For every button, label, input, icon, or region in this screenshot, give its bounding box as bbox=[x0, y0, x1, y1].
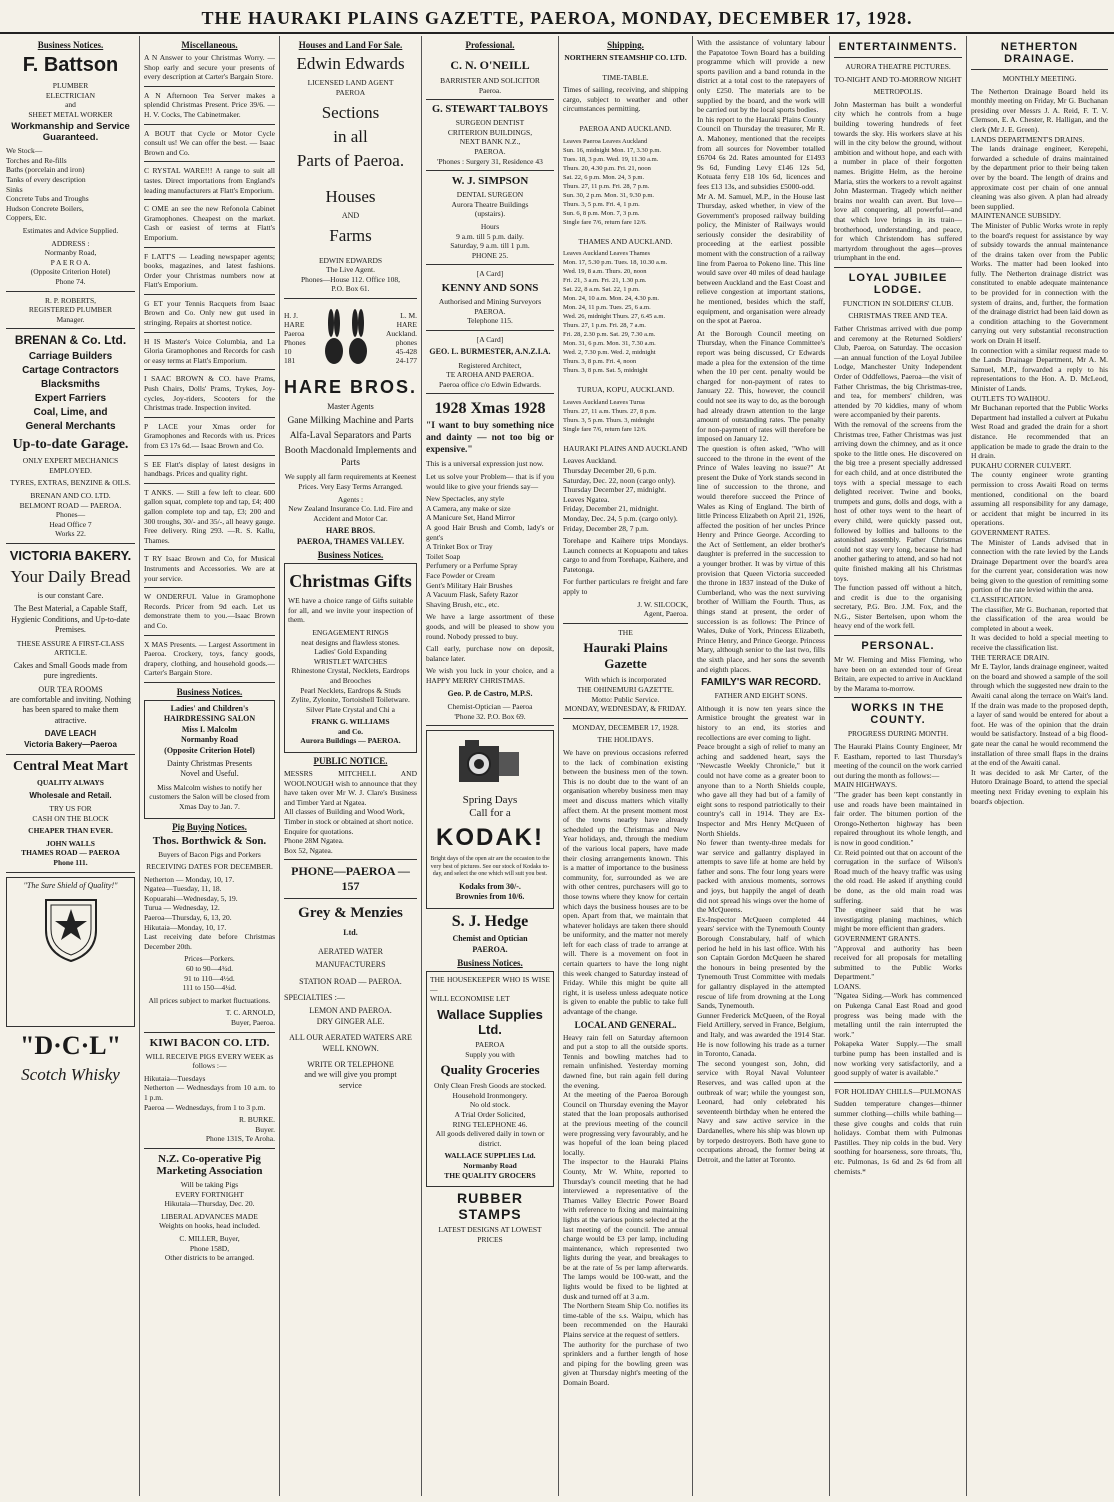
thames-auckland-times: Leaves Auckland Leaves Thames Mon. 17, 5.30 p.m. Tues. 18, 10.30 a.m. Wed. 19, 8 a.m. Thurs. 20, noon Fri. 21, 3 a.m. Fri. 21, 1.30 p.m. Sat. 22, 8 a.m. Sat. 22, 1 p.m. Mon. 24, 10 a.m. Mon. 24, 4.30 p.m. Mon. 24, 11 p.m. Tues. 25, 6 a.m. Wed. 26, midnight Thurs. 27, 6.45 a.m. Thurs. 27, 1 p.m. Fri. 28, 7 a.m. Fri. 28, 2.30 p.m. Sat. 29, 7.30 a.m. Mon. 31, 6 p.m. Mon. 31, 7.30 a.m. Wed. 2, 7.30 p.m. Wed. 2, midnight Thurs. 3, 8 p.m. Fri. 4, noon Thurs. 3, 8 p.m. Sat. 5, midnight bbox=[563, 250, 668, 375]
salon-presents: Dainty Christmas Presents Novel and Useful. bbox=[167, 758, 252, 779]
card-label: [A Card] bbox=[476, 269, 504, 279]
wish-text: We wish you luck in your choice, and a HAPPY MERRY CHRISTMAS. bbox=[426, 666, 554, 685]
battson-tagline: Workmanship and Service Guaranteed. bbox=[11, 121, 130, 143]
edwards-sub: LICENSED LAND AGENT PAEROA bbox=[307, 78, 394, 97]
sections-text: Sections in all Parts of Paeroa. bbox=[296, 103, 405, 171]
divider bbox=[426, 330, 554, 331]
oneill-name: C. N. O'NEILL bbox=[450, 58, 530, 72]
liberal-advances: LIBERAL ADVANCES MADE Weights on hooks, head included. bbox=[158, 1211, 261, 1231]
xmas-heading: 1928 Xmas 1928 bbox=[434, 400, 546, 418]
try-us: TRY US FOR CASH ON THE BLOCK bbox=[32, 804, 109, 823]
garage-heading: Up-to-date Garage. bbox=[12, 437, 129, 453]
divider bbox=[834, 57, 962, 58]
mitchell-notice: MESSRS MITCHELL AND WOOLNOUGH wish to announce that they have taken over Mr W. J. Clare's Business and Timber Yard at Ngatea. All classes of Building and Wood Work, Timber in stock or obtained at short notice. Enquire for quotations. Phone 28M Ngatea. Box 52, Ngatea. bbox=[284, 769, 417, 855]
wallace-advert bbox=[426, 971, 554, 1187]
wallace-sub: PAEROA Supply you with bbox=[465, 1040, 515, 1059]
divider bbox=[834, 635, 962, 636]
nz-coop-sub: Will be taking Pigs EVERY FORTNIGHT Hikutaia—Thursday, Dec. 20. bbox=[164, 1179, 255, 1209]
spring-days: Spring Days Call for a bbox=[462, 794, 518, 820]
divider bbox=[284, 859, 417, 860]
burmester-name: GEO. L. BURMESTER, A.N.Z.I.A. bbox=[429, 347, 551, 357]
miller-signature: C. MILLER, Buyer, Phone 158D, Other districts to be arranged. bbox=[164, 1233, 255, 1263]
turua-times: Leaves Auckland Leaves Turua Thurs. 27, 11 a.m. Thurs. 27, 8 p.m. Thurs. 3, 5 p.m. Thurs. 3, midnight Single fare 7/6, return fare 12/6. bbox=[563, 398, 657, 433]
aurora-heading: AURORA THEATRE PICTURES. bbox=[845, 62, 951, 71]
paeroa-auckland-heading: PAEROA AND AUCKLAND. bbox=[579, 123, 672, 133]
local-general-body: Heavy rain fell on Saturday afternoon and put a stop to all the outside sports. Tennis and bowling matches had to remain unfinished. Yesterday morning dawned fine, but rain again fell during the evening. At the meeting of the Paeroa Borough Council on Thursday evening the Mayor stated that the loan proposals authorised at the previous meeting of the council were progressing very favourably, and he was hopeful of the loan being placed locally. The inspector to the Hauraki Plains County, Mr W. White, reported to Thursday's council meeting that he had interviewed a representative of the Thames Valley Electric Power Board with reference to fixing and maintaining lights at the various points selected at the last meeting of the council. The annual charge would be £3 per lamp, including maintenance, which represented two lights during the year, and breakages to be at the rate of 5s per lamp afterwards. The lamps would be 100-watt, and the lights would be fixed to be lighted at dusk and turned off at 3 a.m. The Northern Steam Ship Co. notifies its time-table of the s.s. Waipu, which has been recommended on the Hauraki Plains service at the request of settlers. The authority for the purchase of two sprinklers and a further length of hose and piping for the bowling green was given at Thursday night's meeting of the Domain Board. bbox=[563, 1032, 688, 1387]
salon-name: Ladies' and Children's HAIRDRESSING SALON Miss I. Malcolm Normanby Road (Opposite Criterion Hotel) bbox=[163, 703, 256, 755]
news-top: With the assistance of voluntary labour the Papatotoe Town Board has a building programme which will provide a new sports pavilion and a band rotunda in the district at a total cost to the ratepayers of only £250. The materials are to be supplied by the board, and the work will be carried out by the local sports bodies. In his report to the Hauraki Plains County Council on Thursday the treasurer, Mr R. A. Mahoney, mentioned that the receipts from all sources for November totalled £6704 6s 2d. Rates amounted for £1493 9s 6d, Funding Levy £146 12s 5d, Kotuata ferry £18 10s 6d, licences and fees £13 13s, and subsidies £5000-odd. Mr A. M. Samuel, M.P., in the House last Thursday, asked whether, in view of the Government's proposed railway building policy, the Minister of Railways would seriously consider the desirability of proceeding at the earliest possible moment with the construction of a railway line from Paeroa to Pokeno line. This line would save over 40 miles of dead haulage between Auckland and the East Coast and relieve congestion at important stations, he mentioned, besides which the staff, equipment, and organisation were already on the spot at Paeroa. bbox=[697, 38, 825, 326]
tea-rooms: OUR TEA ROOMS are comfortable and inviting. Nothing has been spared to make them attractive. bbox=[9, 684, 132, 725]
gane-text: Gane Milking Machine and Parts bbox=[287, 416, 414, 427]
thames-auckland-heading: THAMES AND AUCKLAND. bbox=[578, 236, 673, 246]
wallace-details: Only Clean Fresh Goods are stocked. Household Ironmongery. No old stock. A Trial Order Solicited, RING TELEPHONE 46. All goods delivered daily in town or district. bbox=[433, 1081, 547, 1148]
brenan-trades: Carriage Builders Cartage Contractors Blacksmiths Expert Farriers Coal, Lime, and General Merchants bbox=[22, 351, 119, 433]
phone-157: PHONE—PAEROA —157 bbox=[291, 864, 410, 894]
hare-footer: HARE BROS. PAEROA, THAMES VALLEY. bbox=[296, 526, 405, 546]
and-text: AND bbox=[341, 211, 360, 221]
houses-text: Houses bbox=[325, 187, 376, 207]
misc-ad: H IS Master's Voice Columbia, and La Gloria Gramophones and Records for cash or easy terms at Flatt's Emporium. bbox=[144, 336, 275, 365]
progress-heading: PROGRESS DURING MONTH. bbox=[847, 729, 949, 739]
battson-address: ADDRESS : Normanby Road, P A E R O A. (Opposite Criterion Hotel) Phone 74. bbox=[30, 238, 111, 286]
dcl-logo: "D·C·L" bbox=[19, 1030, 122, 1060]
divider bbox=[834, 697, 962, 698]
simpson-sub: DENTAL SURGEON Aurora Theatre Buildings (upstairs). bbox=[451, 190, 529, 219]
bakery-name: VICTORIA BAKERY. bbox=[9, 548, 132, 564]
hauraki-auckland-heading: HAURAKI PLAINS AND AUCKLAND bbox=[563, 443, 688, 453]
card-label: [A Card] bbox=[476, 334, 504, 344]
borthwick-name: Thos. Borthwick & Son. bbox=[152, 834, 267, 847]
farms-text: Farms bbox=[329, 225, 372, 245]
cakes-text: Cakes and Small Goods made from pure ingredients. bbox=[13, 660, 128, 681]
paeroa-auckland-times: Leaves Paeroa Leaves Auckland Sun. 16, midnight Mon. 17, 3.30 p.m. Tues. 18, 3 p.m. Wed. 19, 11.30 a.m. Thurs. 20, 4.30 p.m. Fri. 21, noon Sat. 22, 6 p.m. Mon. 24, 3 p.m. Thurs. 27, 11 p.m. Fri. 28, 7 p.m. Sun. 30, 2 p.m. Mon. 31, 9.30 p.m. Thurs. 3, 5 p.m. Fri. 4, 1 p.m. Sun. 6, 8 p.m. Mon. 7, 3 p.m. Single fare 7/6, return fare 12/6. bbox=[563, 137, 662, 226]
gifts-list: ENGAGEMENT RINGS neat designs and flawless stones. Ladies' Gold Expanding WRISTLET WATCHES Rhinestone Crystal, Necklets, Eardrops and Brooches Pearl Necklets, Eardrops & Studs Zylite, Zylonite, Tortoishell Toiletware. Silver Plate Crystal and Chi a bbox=[291, 627, 410, 714]
christmas-gifts-advert bbox=[284, 563, 417, 753]
nz-coop: N.Z. Co-operative Pig Marketing Association bbox=[156, 1152, 263, 1177]
tree-heading: CHRISTMAS TREE AND TEA. bbox=[848, 311, 948, 321]
tyres-text: TYRES, EXTRAS, BENZINE & OILS. bbox=[10, 478, 131, 488]
grey-ltd: Ltd. bbox=[343, 928, 358, 938]
all-aerated: ALL OUR AERATED WATERS ARE WELL KNOWN. bbox=[289, 1033, 412, 1053]
holiday-chills-heading: FOR HOLIDAY CHILLS—PULMONAS bbox=[834, 1086, 962, 1096]
divider bbox=[426, 264, 554, 265]
divider bbox=[144, 417, 275, 418]
hedge-name: S. J. Hedge bbox=[451, 913, 529, 931]
hauraki-auckland-note: Torehape and Kaihere trips Mondays. Launch connects at Kopuapotu and takes cargo to and from Torehape, Kaihere, and Patetonga. bbox=[563, 536, 688, 574]
metropolis-body: John Masterman has built a wonderful city which he controls from a huge building towering hundreds of feet towards the sky. His workers slave at his will in the city below the ground, without ambition and without hope, and each with a number in place of their forgotten names. Brigitte Helm, as the heroine Maria, stirs the workers to a revolt against John Masterman. Tragedy which neither brains nor wealth can avert. But love—love all conquering, all powerful—and that which love brings in its train—brotherhood, understanding, and peace, for which Christendom has suffered martyrdom throughout the ages—proves triumphant in the end. bbox=[834, 99, 962, 263]
entertainments-heading: ENTERTAINMENTS. bbox=[838, 41, 958, 53]
divider bbox=[144, 86, 275, 87]
column-news bbox=[693, 36, 830, 1496]
metropolis-heading: METROPOLIS. bbox=[873, 87, 923, 97]
leach-signature: DAVE LEACH Victoria Bakery—Paeroa bbox=[24, 729, 117, 749]
supply-text: We supply all farm requirements at Keenest Prices. Very Easy Terms Arranged. bbox=[284, 472, 417, 491]
specialties: SPECIALTIES :— bbox=[284, 993, 345, 1003]
kodak-fine: Bright days of the open air are the occasion to the very best of pictures. See our stock of Kodaks to-day, and select the one which will suit you best. bbox=[430, 856, 550, 878]
family-sub: FATHER AND EIGHT SONS. bbox=[714, 691, 808, 701]
wholesale-text: Wholesale and Retail. bbox=[29, 790, 112, 800]
simpson-name: W. J. SIMPSON bbox=[451, 175, 529, 188]
hauraki-auckland-times: Leaves Auckland. Thursday December 20, 6 p.m. Saturday, Dec. 22, noon (cargo only). Thursday December 27, midnight. Leaves Ngatea. Friday, December 21, midnight. Monday, Dec. 24, 5 p.m. (cargo only). Friday, December 28, 7 p.m. bbox=[563, 456, 678, 533]
misc-ad: A N Answer to your Christmas Worry. — Shop early and secure your presents of every description at Carter's Bargain Store. bbox=[144, 53, 275, 82]
divider bbox=[834, 1082, 962, 1083]
brenan-name: BRENAN & Co. Ltd. bbox=[14, 333, 127, 348]
aerated-water: AERATED WATER bbox=[318, 946, 383, 956]
gazette-name: Hauraki Plains Gazette bbox=[583, 640, 668, 672]
misc-ad: C RYSTAL WARE!!! A range to suit all tastes. Direct importations from England's leading manufacturers at Flatt's Emporium. bbox=[144, 166, 275, 195]
agents-text: Agents : New Zealand Insurance Co. Ltd. Fire and Accident and Motor Car. bbox=[288, 494, 413, 523]
misc-ad: S EE Flatt's display of latest designs in handbags. Prices and quality right. bbox=[144, 459, 275, 479]
pig-dates: Netherton — Monday, 10, 17. Ngatea—Tuesday, 11, 18. Kopuarahi—Wednesday, 5, 19. Turua — Wednesday, 12. Paeroa—Thursday, 6, 13, 20. Hikutaia—Monday, 10, 17. Last receiving date before Christmas December 20th. bbox=[144, 874, 275, 951]
divider bbox=[426, 99, 554, 100]
bread-best: The Best Material, a Capable Staff, Hygienic Conditions, and Up-to-date Premises. bbox=[11, 604, 130, 635]
divider bbox=[6, 291, 135, 292]
netherton-body: The Netherton Drainage Board held its monthly meeting on Friday, Mr G. Buchanan presiding over Messrs J. A. Reid, F. T. V. Clemson, E. A. Chester, R. Halligan, and the clerk (Mr J. E. Green). LANDS DEPARTMENT'S DRAINS. The lands drainage engineer, Kerepehi, forwarded a schedule of drains maintained by the department prior to their being taken over by the board. The length of drains and approximate cost per chain of one annual cleaning was also given. A plan had already been supplied. MAINTENANCE SUBSIDY. The Minister of Public Works wrote in reply to the board's request for assistance by way of subsidy towards the annual maintenance of the drains taken over from the Public Works. The matter had been looked into fully. The Netherton drainage district was constituted to enable adequate maintenance to be provided for in connection with the system of drains, and, further, the formation of the drainage district had been laid down as a condition attaching to the Government carrying out very substantial reconstruction work on Drain H itself. In connection with a similar request made to the Lands Drainage Department, Mr A. M. Samuel, M.P., forwarded a reply to his representations to the Hon. A. D. McLeod, Minister of Lands. OUTLETS TO WAIHOU. Mr Buchanan reported that the Public Works Department had installed a culvert at Pukahu West Road and graded the drain for a short distance. He recommended that an application be made to grade the drain to the H drain. PUKAHU CORNER CULVERT. The county engineer wrote granting permission to cross Awaiti Road on terms mentioned, conditional on the board assuming all responsibility for any damage, or accident that might be incurred in its operations. GOVERNMENT RATES. The Minister of Lands advised that in connection with the rate levied by the Lands Drainage Department over the board's area for the current year, consideration was now being given to the question of remitting some portion of the rate levied within the area. CLASSIFICATION. The classifier, Mr G. Buchanan, reported that the classification of the area would be completed in about a week. It was decided to hold a special meeting to receive the classification list. THE TERRACE DRAIN. Mr E. Taylor, lands drainage engineer, waited on the board and showed a sample of the soil through which the suggested new drain to the Awaiti canal along the terrace on Wait's land. If the drain was made to the proposed depth, a layer of sand would be entered for about a foot. He was of the opinion that the drain would be satisfactory. Instead of a big flood-gate near the canal he would recommend the installation of three small flaps in the drains at the end of the Awaiti canal. It was decided to ask Mr Carter, of the Hutoro Drainage Board, to attend the special meeting next Friday evening to explain his board's objection. bbox=[971, 86, 1108, 806]
hare-right: L. M. HARE Auckland. phones 45-428 24-177 bbox=[385, 310, 417, 365]
divider bbox=[834, 267, 962, 268]
holidays-body: We have on previous occasions referred to the lack of combination existing between the business men of the town. This is no doubt due to the want of an organisation whereby business men may meet and discuss matters which vitally affect them. At the present moment most of the towns nearby have already scheduled up the Christmas and New Year holidays, and, through the medium of the various local papers, have made their closing arrangements known. This is a matter of importance to the business community, for, surrounded as we are with other centres, purchasers will go to those towns where they know for certain which days the business houses are to be open. Apart from that, we maintain that whatever holidays are taken there should be uniformity, and the matter not merely left for each class of trade to arrange at will. There is a movement on foot in certain quarters to have the long night this week changed to Saturday instead of Friday. While this might be quite all right, it is useless unless adequate notice is given to enable the public to take full advantage of the change. bbox=[563, 748, 688, 1017]
public-notice-heading: PUBLIC NOTICE. bbox=[313, 756, 388, 767]
dcl-advert bbox=[6, 877, 135, 1027]
misc-ad: P LACE your Xmas order for Gramophones and Records with us. Prices from £3 17s 6d.— Isaac Brown and Co. bbox=[144, 421, 275, 450]
booth-text: Booth Macdonald Implements and Parts bbox=[284, 446, 417, 469]
talboys-sub: SURGEON DENTIST CRITERION BUILDINGS, NEXT BANK N.Z., PAEROA. 'Phones : Surgery 31, Residence 43 bbox=[437, 118, 543, 166]
divider bbox=[284, 898, 417, 899]
divider bbox=[144, 247, 275, 248]
works-heading: WORKS IN THE COUNTY. bbox=[851, 702, 945, 727]
misc-ad: T RY Isaac Brown and Co, for Musical Instruments and Accessories. We are at your service. bbox=[144, 554, 275, 583]
salon-note: Miss Malcolm wishes to notify her customers the Salon will be closed from Xmas Day to Jan. 7. bbox=[149, 782, 270, 811]
divider bbox=[144, 199, 275, 200]
alfa-text: Alfa-Laval Separators and Parts bbox=[289, 431, 412, 442]
family-body: Although it is now ten years since the Armistice brought the greatest war in history to an end, its stories and recollections are ever coming to light. Peace brought a sigh of relief to many an aching and saddened heart, says the "Newcastle Weekly Chronicle," but it could not have come as a greater boon to anyone than to a North Shields couple, who gave all they had but of a family of eight sons to respond patriotically to their country's call in 1914. They are Ex-Inspector and Mrs Henry McQueen of North Shields. No fewer than twenty-three medals for war service and gallantry displayed in attempts to save life at home are held by father and sons. The four long years were packed with anxious moments, sorrows and joys, but happily the angel of death did not spread his wings over the home of the McQueens. Ex-Inspector McQueen completed 44 years' service with the Tynemouth County Borough Constabulary, half of which period he held in his last office. With his son Captain Gordon McQueen he shared the honours in being presented by the Tynemouth Trust Committee with medals for gallantry displayed in the attempted rescue of life from drowning at the Long Sands, Tynemouth. Gunner Frederick McQueen, of the Royal Field Artillery, served in France, Belgium, and Italy, and was awarded the 1914 Star. He is now following his trade as a turner in Toronto, Canada. The second youngest son, John, did service with Royal Naval Volunteer Reserves, and was called upon at the outbreak of war; while the youngest son, Leonard, had only celebrated his seventeenth birthday when he entered the Navy and saw active service in the Dardanelles, where his ship was blown up by torpedo destroyers. Both have gone to occupations abroad, the former being at Detroit, and the latter at Toronto. bbox=[697, 703, 825, 1164]
divider bbox=[6, 872, 135, 873]
divider bbox=[144, 483, 275, 484]
function-heading: FUNCTION IN SOLDIERS' CLUB. bbox=[842, 298, 954, 308]
edwards-footer: EDWIN EDWARDS The Live Agent. Phones—House 112. Office 108, P.O. Box 61. bbox=[301, 255, 400, 294]
section-heading: Shipping. bbox=[607, 40, 644, 50]
pig-buying-heading: Pig Buying Notices. bbox=[172, 821, 247, 832]
gift-list: New Spectacles, any style A Camera, any make or size A Manicure Set, Hand Mirror A good Hair Brush and Comb, lady's or gent's A Trinket Box or Tray Toilet Soap Perfumery or a Perfume Spray Face Powder or Cream Gent's Military Hair Brushes A Vacuum Flask, Safety Razor Shaving Brush, etc., etc. bbox=[426, 494, 554, 609]
talboys-name: G. STEWART TALBOYS bbox=[431, 104, 549, 116]
bread-sub: is our constant Care. bbox=[37, 591, 104, 601]
section-heading: Professional. bbox=[465, 40, 515, 50]
latest-designs: LATEST DESIGNS AT LOWEST PRICES bbox=[438, 1225, 542, 1244]
tonight-heading: TO-NIGHT AND TO-MORROW NIGHT bbox=[834, 74, 962, 84]
want-quote: "I want to buy something nice and dainty — not too big or expensive." bbox=[426, 421, 554, 456]
business-notices-heading: Business Notices. bbox=[317, 550, 384, 561]
simpson-hours: Hours 9 a.m. till 5 p.m. daily. Saturday, 9 a.m. till 1 p.m. PHONE 25. bbox=[450, 221, 530, 260]
oneill-sub: BARRISTER AND SOLICITOR Paeroa. bbox=[440, 76, 540, 95]
northern-steamship: NORTHERN STEAMSHIP CO. LTD. bbox=[564, 53, 687, 62]
kenny-sub: Authorised and Mining Surveyors PAEROA. Telephone 115. bbox=[438, 296, 542, 326]
divider bbox=[144, 587, 275, 588]
gifts-body: WE have a choice range of Gifts suitable for all, and we invite your inspection of them. bbox=[288, 596, 413, 625]
misc-ad: T ANKS. — Still a few left to clear. 600 gallon squat, complete top and tap, £4; 400 gallon complete top and tap, £3; 200 and 300 troughs, 30/- and 35/-, all heavy gauge. Free delivery. Ring 293. —R. S. Kallu, Thames. bbox=[144, 487, 275, 545]
divider bbox=[563, 718, 688, 719]
misc-list bbox=[144, 53, 275, 683]
column-miscellaneous bbox=[140, 36, 280, 1496]
station-road: STATION ROAD — PAEROA. bbox=[299, 976, 402, 986]
kiwi-dates: Hikutaia—Tuesdays Netherton — Wednesdays from 10 a.m. to 1 p.m. Paeroa — Wednesdays, from 1 to 3 p.m. bbox=[144, 1073, 275, 1112]
section-heading: Miscellaneous. bbox=[181, 40, 238, 50]
gazette-sub: With which is incorporated THE OHINEMURI GAZETTE. Motto: Public Service. MONDAY, WEDNESDAY, & FRIDAY. bbox=[564, 675, 687, 714]
unusual-text: This is a universal expression just now. bbox=[426, 459, 544, 469]
divider bbox=[426, 393, 554, 394]
cheaper-text: CHEAPER THAN EVER. bbox=[28, 826, 113, 836]
quality-always: QUALITY ALWAYS bbox=[37, 778, 104, 788]
divider bbox=[144, 1032, 275, 1033]
section-heading: Houses and Land For Sale. bbox=[298, 40, 403, 50]
daily-bread: Your Daily Bread bbox=[10, 567, 131, 587]
misc-ad: I SAAC BROWN & CO. have Prams, Push Chairs, Dolls' Prams, Trykes, Joy-cycles, Joy-riders, Scooters for the Christmas trade. Inspection invited. bbox=[144, 374, 275, 413]
leader-date: MONDAY, DECEMBER 17, 1928. bbox=[572, 722, 679, 732]
misc-ad: G ET your Tennis Racquets from Isaac Brown and Co. Only new gut used in stringing. Repairs at shortest notice. bbox=[144, 298, 275, 328]
kodak-logo: KODAK! bbox=[436, 824, 544, 852]
pig-prices: Prices—Porkers. 60 to 90—4¾d. 91 to 110—4½d. 111 to 150—4¼d. bbox=[182, 954, 237, 993]
wallace-name: Wallace Supplies Ltd. bbox=[437, 1007, 543, 1038]
battson-stock: We Stock— Torches and Re-fills Baths (porcelain and iron) Tanks of every description Sinks Concrete Tubs and Troughs Hudson Concrete Boilers, Coppers, Etc. bbox=[6, 146, 89, 223]
master-agents: Master Agents bbox=[327, 401, 374, 411]
castro-name: Geo. P. de Castro, M.P.S. bbox=[447, 688, 533, 698]
bread-assure: THESE ASSURE A FIRST-CLASS ARTICLE. bbox=[16, 638, 125, 658]
divider bbox=[6, 543, 135, 544]
monthly-meeting-heading: MONTHLY MEETING. bbox=[1002, 74, 1077, 83]
divider bbox=[144, 332, 275, 333]
divider bbox=[144, 455, 275, 456]
divider bbox=[144, 635, 275, 636]
the-label: THE bbox=[618, 627, 633, 637]
lemon-ginger: LEMON AND PAEROA. DRY GINGER ALE. bbox=[309, 1006, 392, 1026]
wallace-footer: WALLACE SUPPLIES Ltd. Normanby Road THE QUALITY GROCERS bbox=[444, 1151, 536, 1180]
burke-signature: R. BURKE. Buyer. Phone 131S, Te Aroha. bbox=[205, 1115, 275, 1144]
kenny-name: KENNY AND SONS bbox=[441, 281, 539, 294]
business-notices-heading: Business Notices. bbox=[457, 958, 523, 969]
call-early: Call early, purchase now on deposit, balance later. bbox=[426, 644, 554, 663]
mechanics-text: ONLY EXPERT MECHANICS EMPLOYED. bbox=[22, 456, 119, 475]
column-business-notices bbox=[2, 36, 140, 1496]
pig-note: All prices subject to market fluctuations. bbox=[148, 995, 271, 1005]
column-professional bbox=[422, 36, 559, 1496]
arnold-signature: T. C. ARNOLD, Buyer, Paeroa. bbox=[225, 1008, 275, 1027]
kiwi-bacon: KIWI BACON CO. LTD. bbox=[149, 1036, 270, 1049]
divider bbox=[144, 294, 275, 295]
battson-trades: PLUMBER ELECTRICIAN and SHEET METAL WORKER bbox=[28, 81, 113, 119]
walls-address: JOHN WALLS THAMES ROAD — PAEROA Phone 111. bbox=[21, 838, 120, 868]
salon-advert bbox=[144, 700, 275, 819]
housekeeper-text: THE HOUSEKEEPER WHO IS WISE— WILL ECONOMISE LET bbox=[430, 975, 550, 1004]
turua-heading: TURUA, KOPU, AUCKLAND. bbox=[576, 385, 675, 395]
hare-header bbox=[284, 303, 417, 373]
divider bbox=[971, 69, 1108, 70]
misc-ad: A N Afternoon Tea Server makes a splendid Christmas Present. Price 39/6. — H. V. Cocks, The Cabinetmaker. bbox=[144, 90, 275, 119]
netherton-heading: NETHERTON DRAINAGE. bbox=[1000, 41, 1079, 65]
news-council: At the Borough Council meeting on Thursday, when the Finance Committee's report was being discussed, Cr Edwards made a plea for the extension of the time when the 10 per cent. penalty would be charged for non-payment of rates to January 22. This, however, the council could not see its way to do, as the borough had already drawn attention to the large amount of outstanding rates. The penalty for non-payment of rates will therefore be imposed on January 12. The question is often asked, "Who will succeed to the throne in the event of the Prince of Wales leaving no issue?" At present the Duke of York stands second in line of succession to the throne, and would therefore succeed the Prince of Wales as King of England. The birth of little Princess Elizabeth on April 21, 1926, affected the position of her uncles Prince Henry and Prince George. According to the Act of Settlement, an elder brother's daughter is preferred in the succession to a younger brother. It was by virtue of this provision that Queen Victoria succeeded the throne in 1837 instead of the Duke of Cumberland, who was the next surviving brother of William the Fourth. Thus, as things stand at present, the order of succession is as follows: The Prince of Wales, Duke of York, Princess Elizabeth, Prince Henry, and Prince George. Princess Mary, although senior to the last two, fills the sixth place, and her sons the seventh and eighth places. bbox=[697, 328, 825, 674]
section-heading: Business Notices. bbox=[37, 40, 104, 50]
divider bbox=[426, 725, 554, 726]
personal-body: Mr W. Fleming and Miss Fleming, who have been on an extended tour of Great Britain, are expected to arrive in Auckland by the Marama to-morrow. bbox=[834, 655, 962, 693]
divider bbox=[144, 1148, 275, 1149]
rubber-stamps: RUBBER STAMPS bbox=[457, 1190, 523, 1223]
misc-ad: F LATT'S — Leading newspaper agents; books, magazines, and latest fashions. Order your Christmas numbers now at Flatt's Emporium. bbox=[144, 251, 275, 290]
column-houses-land bbox=[280, 36, 422, 1496]
divider bbox=[144, 124, 275, 125]
business-notices-heading: Business Notices. bbox=[176, 686, 243, 697]
column-entertainments bbox=[830, 36, 967, 1496]
holiday-chills-body: Sudden temperature changes—thinner summer clothing—chills while bathing—these give coughs and colds that ruin holidays. Combat them with Pulmonas Pastilles. They nip colds in the bud. Very soothing for hoarseness, sore throats, 'flu, etc. Pulmonas, 1s 6d and 2s 6d from all chemists.* bbox=[834, 1099, 962, 1176]
roberts-plumber: R. P. ROBERTS, REGISTERED PLUMBER Manager. bbox=[28, 295, 113, 324]
scotch-whisky: Scotch Whisky bbox=[21, 1064, 120, 1084]
solve-text: Let us solve your Problem— that is if you would like to give your friends say— bbox=[426, 472, 554, 491]
hare-rabbit-icon bbox=[316, 303, 376, 373]
works-body: The Hauraki Plains County Engineer, Mr F. Eastham, reported to last Thursday's meeting of the council on the work carried out during the month as follows:— MAIN HIGHWAYS. "The grader has been kept constantly in use and roads have been maintained in fair order. The bitumen portion of the Orongo-Netherton highway has been repaired throughout its whole length, and is now in good condition." Cr. Reid pointed out that on account of the corrugation in the surface of Wilson's Road much of the heavy traffic was using the old road. He asked if anything could be done, as the old main road was suffering. The engineer said that he was investigating planing machines, which might be more efficient than graders. GOVERNMENT GRANTS. "Approval and authority has been received for all proposals for metalling submitted to the Public Works Department." LOANS. "Ngatea Siding.—Work has commenced on Pukenga Canal East Road and good progress was being made with the metalling until the rain interrupted the work." Pokapeka Water Supply.—The small turbine pump has been installed and is now working very satisfactorily, and a good supply of water is available." bbox=[834, 742, 962, 1078]
kodak-prices: Kodaks from 30/-. Brownies from 10/6. bbox=[455, 881, 525, 902]
loyal-lodge-heading: LOYAL JUBILEE LODGE. bbox=[848, 271, 948, 296]
divider bbox=[144, 682, 275, 683]
brenan-address: BRENAN AND CO. LTD. BELMONT ROAD — PAEROA. Phones— Head Office 7 Works 22. bbox=[19, 491, 122, 539]
column-shipping bbox=[559, 36, 693, 1496]
burmester-sub: Registered Architect, TE AROHA AND PAEROA. Paeroa office c/o Edwin Edwards. bbox=[438, 360, 542, 389]
divider bbox=[563, 623, 688, 624]
holidays-heading: THE HOLIDAYS. bbox=[597, 735, 654, 745]
divider bbox=[144, 161, 275, 162]
timetable-heading: TIME-TABLE. bbox=[602, 72, 649, 82]
divider bbox=[6, 754, 135, 755]
divider bbox=[284, 298, 417, 299]
borthwick-sub: Buyers of Bacon Pigs and Porkers bbox=[158, 849, 261, 859]
battson-name: F. Battson bbox=[22, 54, 119, 76]
manufacturers: MANUFACTURERS bbox=[315, 960, 386, 970]
quality-groceries: Quality Groceries bbox=[440, 1062, 540, 1078]
divider bbox=[6, 328, 135, 329]
kiwi-will: WILL RECEIVE PIGS EVERY WEEK as follows :— bbox=[145, 1051, 274, 1071]
grey-menzies: Grey & Menzies bbox=[298, 905, 403, 922]
divider bbox=[144, 369, 275, 370]
kodak-advert bbox=[426, 730, 554, 909]
tree-body: Father Christmas arrived with due pomp and ceremony at the Returned Soldiers' Club, Paeroa, on Saturday. The occasion—an annual function of the Loyal Jubilee Lodge, Manchester Unity Independent Order of Oddfellows, Paeroa—the visit of Father Christmas, the big Christmas-tree, and tea, for members' children, was attended by 70 kiddies, many of whom were accompanied by their parents. With the removal of the screens from the Christmas tree, Father Christmas was just arriving down the chimney, and as it once spoke to the little ones. He discovered on the big tree a present specially addressed for each child, and at once distributed the toys with a special message to each delighted receiver. Twine and books, trumpets and guns, dolls and dogs, with a host of other toys went to the heart of every child, were quickly passed out, followed by lollies and balloons to the astonished assembly. Father Christmas could not stay very long, because he had another gathering to attend, and so had not quite finished making all his Christmas toys. The function passed off without a hitch, and credit is due to the organising secretary, P.G. Bro. J.M. Fox, and the N.G., Sister Bertelsen, upon whom the heavy end of the work fell. bbox=[834, 324, 962, 631]
misc-ad: W ONDERFUL Value in Gramophone Records. Pricer from 9d each. Let us demonstrate them to you.—Isaac Brown and Co. bbox=[144, 592, 275, 630]
local-general-heading: LOCAL AND GENERAL. bbox=[574, 1019, 677, 1030]
castro-sub: Chemist-Optician — Paeroa 'Phone 32. P.O. Box 69. bbox=[447, 701, 533, 721]
misc-ad: C OME an see the new Refonola Cabinet Gramophones. Cheapest on the market. Cash or easiest of terms at Flatt's Emporium. bbox=[144, 204, 275, 242]
divider bbox=[426, 170, 554, 171]
further-particulars: For further particulars re freight and fare apply to bbox=[563, 577, 688, 597]
timetable-note: Times of sailing, receiving, and shipping cargo, subject to weather and other circumstances permitting. bbox=[563, 85, 688, 114]
write-telephone: WRITE OR TELEPHONE and we will give you prompt service bbox=[304, 1060, 397, 1090]
hare-logo: HARE BROS. bbox=[284, 376, 418, 397]
hare-left: H. J. HARE Paeroa Phones 10 181 bbox=[284, 310, 306, 365]
misc-ad: A BOUT that Cycle or Motor Cycle consult us! We can offer the best. — Isaac Brown and Co. bbox=[144, 128, 275, 157]
hedge-sub: Chemist and Optician PAEROA. bbox=[452, 934, 528, 954]
silcock-signature: J. W. SILCOCK, Agent, Paeroa. bbox=[637, 599, 688, 619]
edwards-name: Edwin Edwards bbox=[296, 54, 405, 73]
personal-heading: PERSONAL. bbox=[861, 640, 935, 653]
williams-footer: FRANK G. WILLIAMS and Co. Aurora Buildings — PAEROA. bbox=[300, 717, 401, 746]
column-netherton-drainage bbox=[967, 36, 1112, 1496]
masthead-title: THE HAURAKI PLAINS GAZETTE, PAEROA, MONDAY, DECEMBER 17, 1928. bbox=[201, 8, 913, 28]
receiving-dates: RECEIVING DATES FOR DECEMBER. bbox=[146, 862, 273, 872]
shield-slogan: "The Sure Shield of Quality!" bbox=[23, 880, 118, 890]
meat-mart: Central Meat Mart bbox=[12, 759, 129, 775]
large-assortment: We have a large assortment of these goods, and will be pleased to show you round. Nobody pressed to buy. bbox=[426, 612, 554, 641]
shield-icon bbox=[41, 895, 101, 965]
camera-icon bbox=[455, 734, 525, 789]
misc-ad: X MAS Presents. — Largest Assortment in Paeroa. Crockery, toys, fancy goods, drapery, clothing, and household goods.— Carter's Bargain Store. bbox=[144, 639, 275, 678]
battson-estimates: Estimates and Advice Supplied. bbox=[22, 225, 119, 235]
family-war-heading: FAMILY'S WAR RECORD. bbox=[701, 677, 821, 689]
divider bbox=[144, 549, 275, 550]
gifts-title: Christmas Gifts bbox=[289, 571, 412, 592]
masthead bbox=[0, 8, 1114, 34]
